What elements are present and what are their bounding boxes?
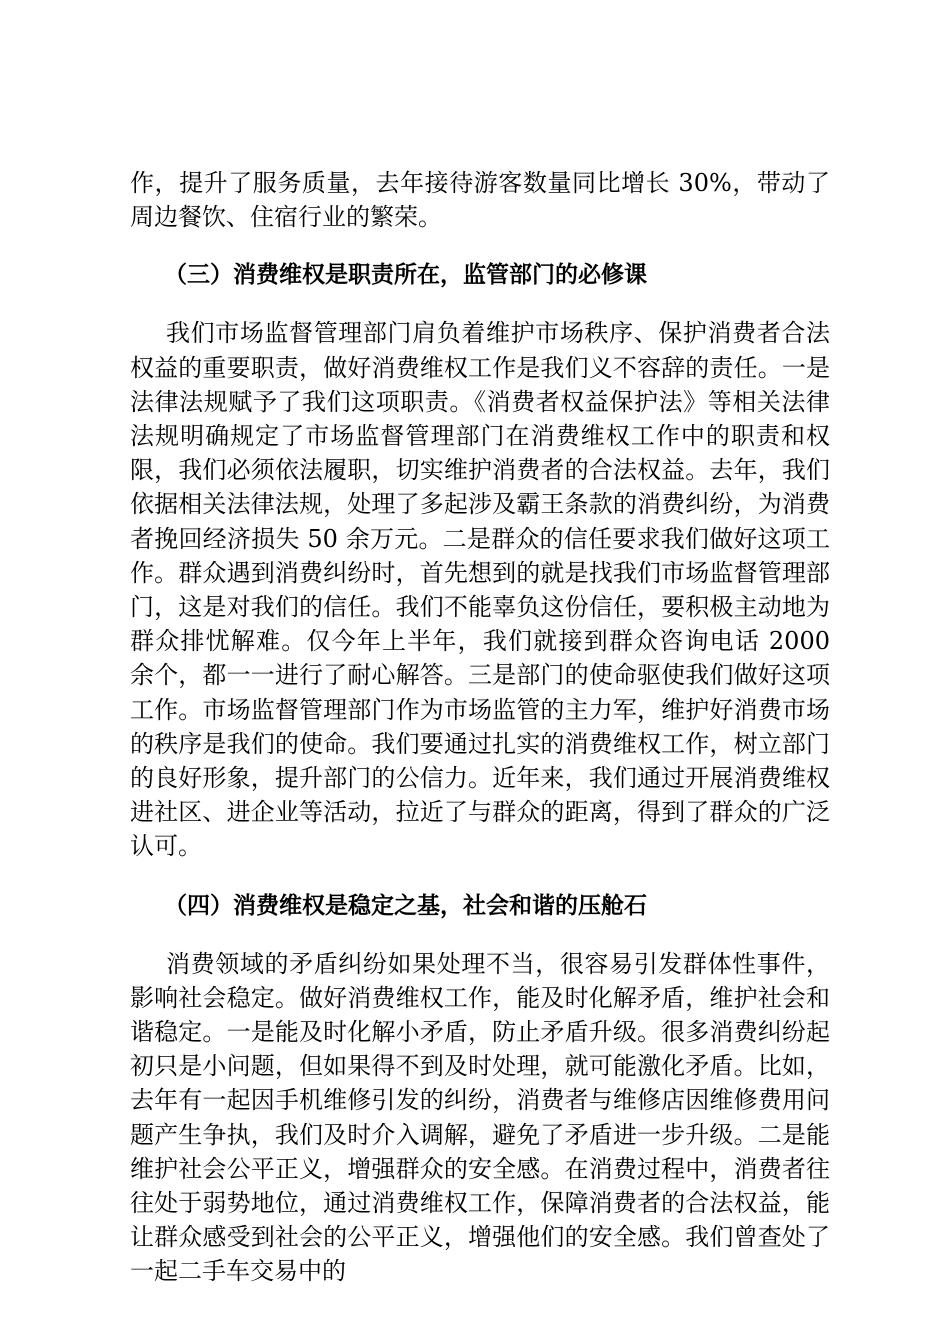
- body-paragraph-section-3: 我们市场监督管理部门肩负着维护市场秩序、保护消费者合法权益的重要职责，做好消费维权工作是我们义不容辞的责任。一是法律法规赋予了我们这项职责。《消费者权益保护法》等相关法律法规明确规定了市场监督管理部门在消费维权工作中的职责和权限，我们必须依法履职，切实维护消费者的合法权益。去年，我们依据相关法律法规，处理了多起涉及霸王条款的消费纠纷，为消费者挽回经济损失 50 余万元。二是群众的信任要求我们做好这项工作。群众遇到消费纠纷时，首先想到的就是找我们市场监督管理部门，这是对我们的信任。我们不能辜负这份信任，要积极主动地为群众排忧解难。仅今年上半年，我们就接到群众咨询电话 2000 余个，都一一进行了耐心解答。三是部门的使命驱使我们做好这项工作。市场监督管理部门作为市场监管的主力军，维护好消费市场的秩序是我们的使命。我们要通过扎实的消费维权工作，树立部门的良好形象，提升部门的公信力。近年来，我们通过开展消费维权进社区、进企业等活动，拉近了与群众的距离，得到了群众的广泛认可。: [130, 319, 830, 861]
- body-paragraph-section-4: 消费领域的矛盾纠纷如果处理不当，很容易引发群体性事件，影响社会稳定。做好消费维权工作，能及时化解矛盾，维护社会和谐稳定。一是能及时化解小矛盾，防止矛盾升级。很多消费纠纷起初只是小问题，但如果得不到及时处理，就可能激化矛盾。比如，去年有一起因手机维修引发的纠纷，消费者与维修店因维修费用问题产生争执，我们及时介入调解，避免了矛盾进一步升级。二是能维护社会公平正义，增强群众的安全感。在消费过程中，消费者往往处于弱势地位，通过消费维权工作，保障消费者的合法权益，能让群众感受到社会的公平正义，增强他们的安全感。我们曾查处了一起二手车交易中的: [130, 949, 830, 1286]
- document-page: [130, 166, 830, 1289]
- body-paragraph-continued: 作，提升了服务质量，去年接待游客数量同比增长 30%，带动了周边餐饮、住宿行业的繁荣。: [130, 169, 830, 232]
- section-heading-3: （三）消费维权是职责所在，监管部门的必修课: [164, 262, 647, 289]
- section-heading-4: （四）消费维权是稳定之基，社会和谐的压舱石: [164, 892, 647, 919]
